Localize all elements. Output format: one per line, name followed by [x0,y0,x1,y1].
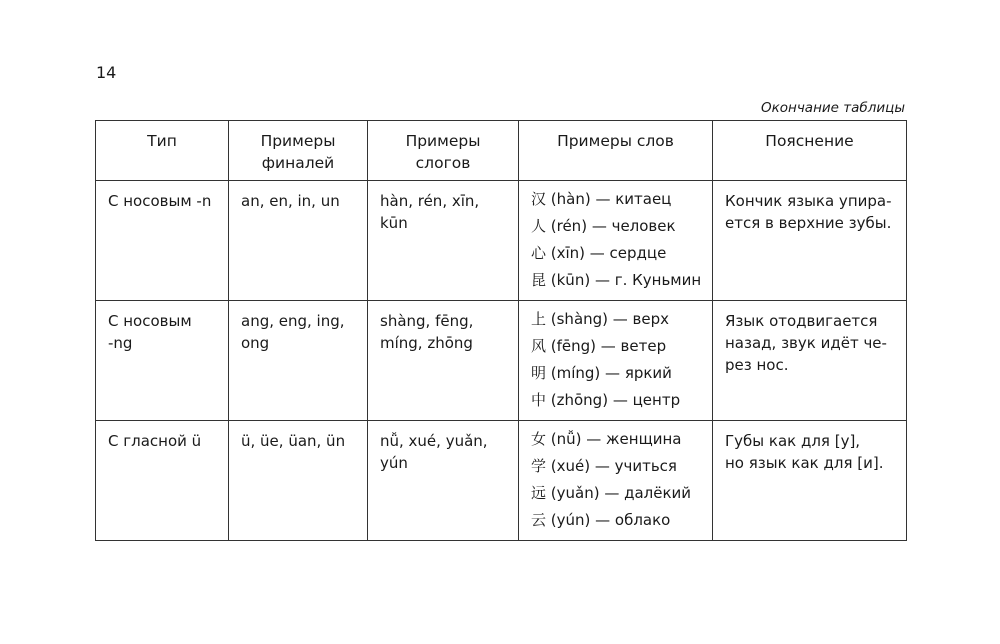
finals-line1: ang, eng, ing, [241,312,345,330]
cell-syllables [368,421,519,541]
cell-type [96,301,229,421]
word-example: 昆 (kūn) — г. Куньмин [531,271,702,289]
table-row [96,421,907,541]
word-example: 汉 (hàn) — китаец [531,190,672,208]
word-example: 远 (yuǎn) — далёкий [531,484,692,502]
type-line1: С носовым [108,312,192,330]
header-finals-line1: Примеры [260,132,336,150]
page-number: 14 [96,63,117,82]
cell-finals [229,421,368,541]
type-line1: С гласной ü [108,432,202,450]
word-example: 学 (xué) — учиться [531,457,677,475]
phonetics-table [95,120,907,541]
cell-words [519,181,713,301]
header-explanation-label: Пояснение [765,132,854,150]
word-example: 云 (yún) — облако [531,511,671,529]
explanation-line2: назад, звук идёт че- [725,334,887,352]
cell-explanation [713,421,907,541]
type-line1: С носовым -n [108,192,212,210]
word-example: 女 (nǚ) — женщина [531,430,682,448]
syllables-line1: shàng, fēng, [380,312,474,330]
cell-type [96,421,229,541]
explanation-line2: но язык как для [и]. [725,454,884,472]
explanation-line3: рез нос. [725,356,789,374]
explanation-line2: ется в верхние зубы. [725,214,892,232]
cell-finals [229,301,368,421]
header-type-label: Тип [147,132,177,150]
table-row [96,301,907,421]
table-row [96,181,907,301]
finals-line2: ong [241,334,270,352]
finals-line1: an, en, in, un [241,192,340,210]
syllables-line2: kūn [380,214,408,232]
header-type [96,121,229,181]
cell-type [96,181,229,301]
cell-explanation [713,181,907,301]
explanation-line1: Губы как для [у], [725,432,861,450]
cell-finals [229,181,368,301]
syllables-line2: míng, zhōng [380,334,473,352]
syllables-line2: yún [380,454,408,472]
header-finals [229,121,368,181]
header-explanation [713,121,907,181]
cell-explanation [713,301,907,421]
header-syllables [368,121,519,181]
word-example: 中 (zhōng) — центр [531,391,681,409]
header-words-label: Примеры слов [557,132,674,150]
explanation-line1: Кончик языка упира- [725,192,892,210]
table-header-row [96,121,907,181]
word-example: 上 (shàng) — верх [531,310,670,328]
cell-syllables [368,301,519,421]
word-example: 明 (míng) — яркий [531,364,672,382]
word-example: 风 (fēng) — ветер [531,337,667,355]
explanation-line1: Язык отодвигается [725,312,878,330]
cell-words [519,301,713,421]
syllables-line1: hàn, rén, xīn, [380,192,480,210]
type-line2: -ng [108,334,133,352]
cell-syllables [368,181,519,301]
header-syllables-line2: слогов [415,154,471,172]
table-caption: Окончание таблицы [760,100,905,116]
header-syllables-line1: Примеры [405,132,481,150]
header-finals-line2: финалей [261,154,335,172]
finals-line1: ü, üe, üan, ün [241,432,346,450]
cell-words [519,421,713,541]
header-words [519,121,713,181]
syllables-line1: nǚ, xué, yuǎn, [380,432,488,450]
word-example: 人 (rén) — человек [531,217,676,235]
word-example: 心 (xīn) — сердце [531,244,667,262]
